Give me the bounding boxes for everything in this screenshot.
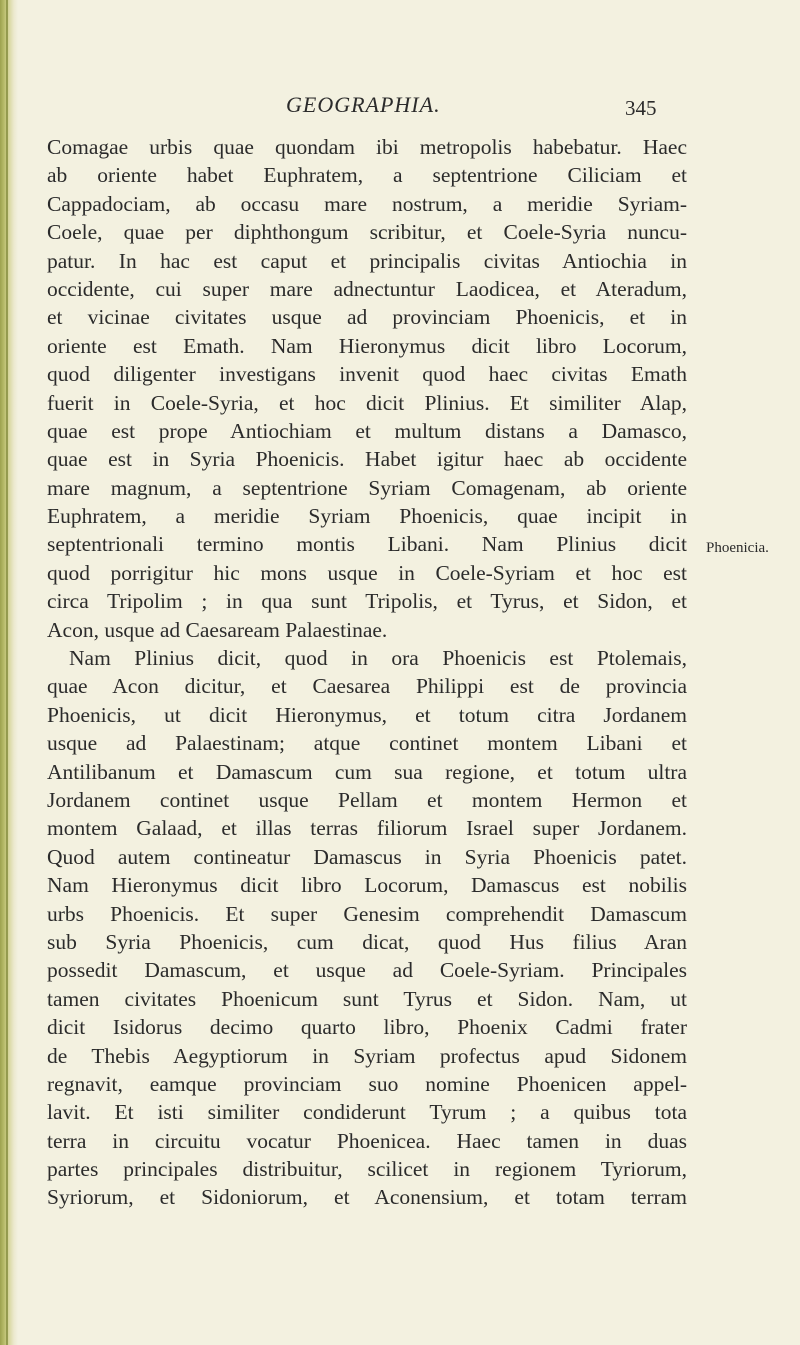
text-line: Cappadociam, ab occasu mare nostrum, a meridie Syriam- bbox=[47, 191, 687, 216]
text-line: terra in circuitu vocatur Phoenicea. Haec tamen in duas bbox=[47, 1128, 687, 1153]
text-line: lavit. Et isti similiter condiderunt Tyrum ; a quibus tota bbox=[47, 1100, 687, 1125]
text-line: Antilibanum et Damascum cum sua regione, et totum ultra bbox=[47, 759, 687, 784]
text-line: Quod autem contineatur Damascus in Syria Phoenicis patet. bbox=[47, 844, 687, 869]
text-line: partes principales distribuitur, scilicet in regionem Tyriorum, bbox=[47, 1157, 687, 1182]
text-line: usque ad Palaestinam; atque continet montem Libani et bbox=[47, 731, 687, 756]
text-line: Nam Plinius dicit, quod in ora Phoenicis est Ptolemais, bbox=[69, 646, 687, 671]
body-text bbox=[47, 133, 687, 1212]
text-line: Comagae urbis quae quondam ibi metropolis habebatur. Haec bbox=[47, 135, 687, 159]
text-line: tamen civitates Phoenicum sunt Tyrus et Sidon. Nam, ut bbox=[47, 986, 687, 1011]
text-line: ab oriente habet Euphratem, a septentrione Ciliciam et bbox=[47, 163, 687, 188]
running-title: GEOGRAPHIA. bbox=[286, 92, 441, 117]
page-header bbox=[0, 82, 800, 122]
text-line: Nam Hieronymus dicit libro Locorum, Damascus est nobilis bbox=[47, 873, 687, 898]
binding-line bbox=[6, 0, 8, 1345]
text-line: et vicinae civitates usque ad provinciam Phoenicis, et in bbox=[47, 305, 687, 330]
text-line: possedit Damascum, et usque ad Coele-Syriam. Principales bbox=[47, 958, 687, 983]
text-line: de Thebis Aegyptiorum in Syriam profectus apud Sidonem bbox=[47, 1043, 687, 1068]
text-line: quod porrigitur hic mons usque in Coele-Syriam et hoc est bbox=[47, 560, 687, 585]
text-line: Syriorum, et Sidoniorum, et Aconensium, et totam terram bbox=[47, 1185, 687, 1210]
text-line: patur. In hac est caput et principalis civitas Antiochia in bbox=[47, 248, 687, 273]
text-line: Jordanem continet usque Pellam et montem Hermon et bbox=[47, 787, 687, 812]
text-line: oriente est Emath. Nam Hieronymus dicit libro Locorum, bbox=[47, 333, 687, 358]
text-line: quod diligenter investigans invenit quod haec civitas Emath bbox=[47, 362, 687, 387]
text-line: mare magnum, a septentrione Syriam Comagenam, ab oriente bbox=[47, 475, 687, 500]
text-line: Acon, usque ad Caesaream Palaestinae. bbox=[47, 617, 388, 642]
text-line: Phoenicis, ut dicit Hieronymus, et totum citra Jordanem bbox=[47, 702, 687, 727]
text-line: occidente, cui super mare adnectuntur Laodicea, et Ateradum, bbox=[47, 276, 687, 301]
text-line: circa Tripolim ; in qua sunt Tripolis, et Tyrus, et Sidon, et bbox=[47, 589, 687, 614]
text-line: fuerit in Coele-Syria, et hoc dicit Plinius. Et similiter Alap, bbox=[47, 390, 687, 415]
text-line: urbs Phoenicis. Et super Genesim comprehendit Damascum bbox=[47, 901, 687, 926]
text-line: sub Syria Phoenicis, cum dicat, quod Hus filius Aran bbox=[47, 929, 687, 954]
text-line: dicit Isidorus decimo quarto libro, Phoenix Cadmi frater bbox=[47, 1015, 687, 1040]
page-binding-edge bbox=[0, 0, 18, 1345]
text-line: regnavit, eamque provinciam suo nomine Phoenicen appel- bbox=[47, 1071, 687, 1096]
text-line: quae est prope Antiochiam et multum distans a Damasco, bbox=[47, 418, 687, 443]
text-line: quae est in Syria Phoenicis. Habet igitur haec ab occidente bbox=[47, 447, 687, 472]
text-line: quae Acon dicitur, et Caesarea Philippi est de provincia bbox=[47, 674, 687, 699]
page-number: 345 bbox=[625, 96, 657, 120]
text-line: Euphratem, a meridie Syriam Phoenicis, quae incipit in bbox=[47, 504, 687, 529]
margin-note: Phoenicia. bbox=[706, 540, 769, 556]
text-line: septentrionali termino montis Libani. Nam Plinius dicit bbox=[47, 532, 687, 557]
text-line: Coele, quae per diphthongum scribitur, et Coele-Syria nuncu- bbox=[47, 220, 687, 245]
text-line: montem Galaad, et illas terras filiorum Israel super Jordanem. bbox=[47, 816, 687, 841]
